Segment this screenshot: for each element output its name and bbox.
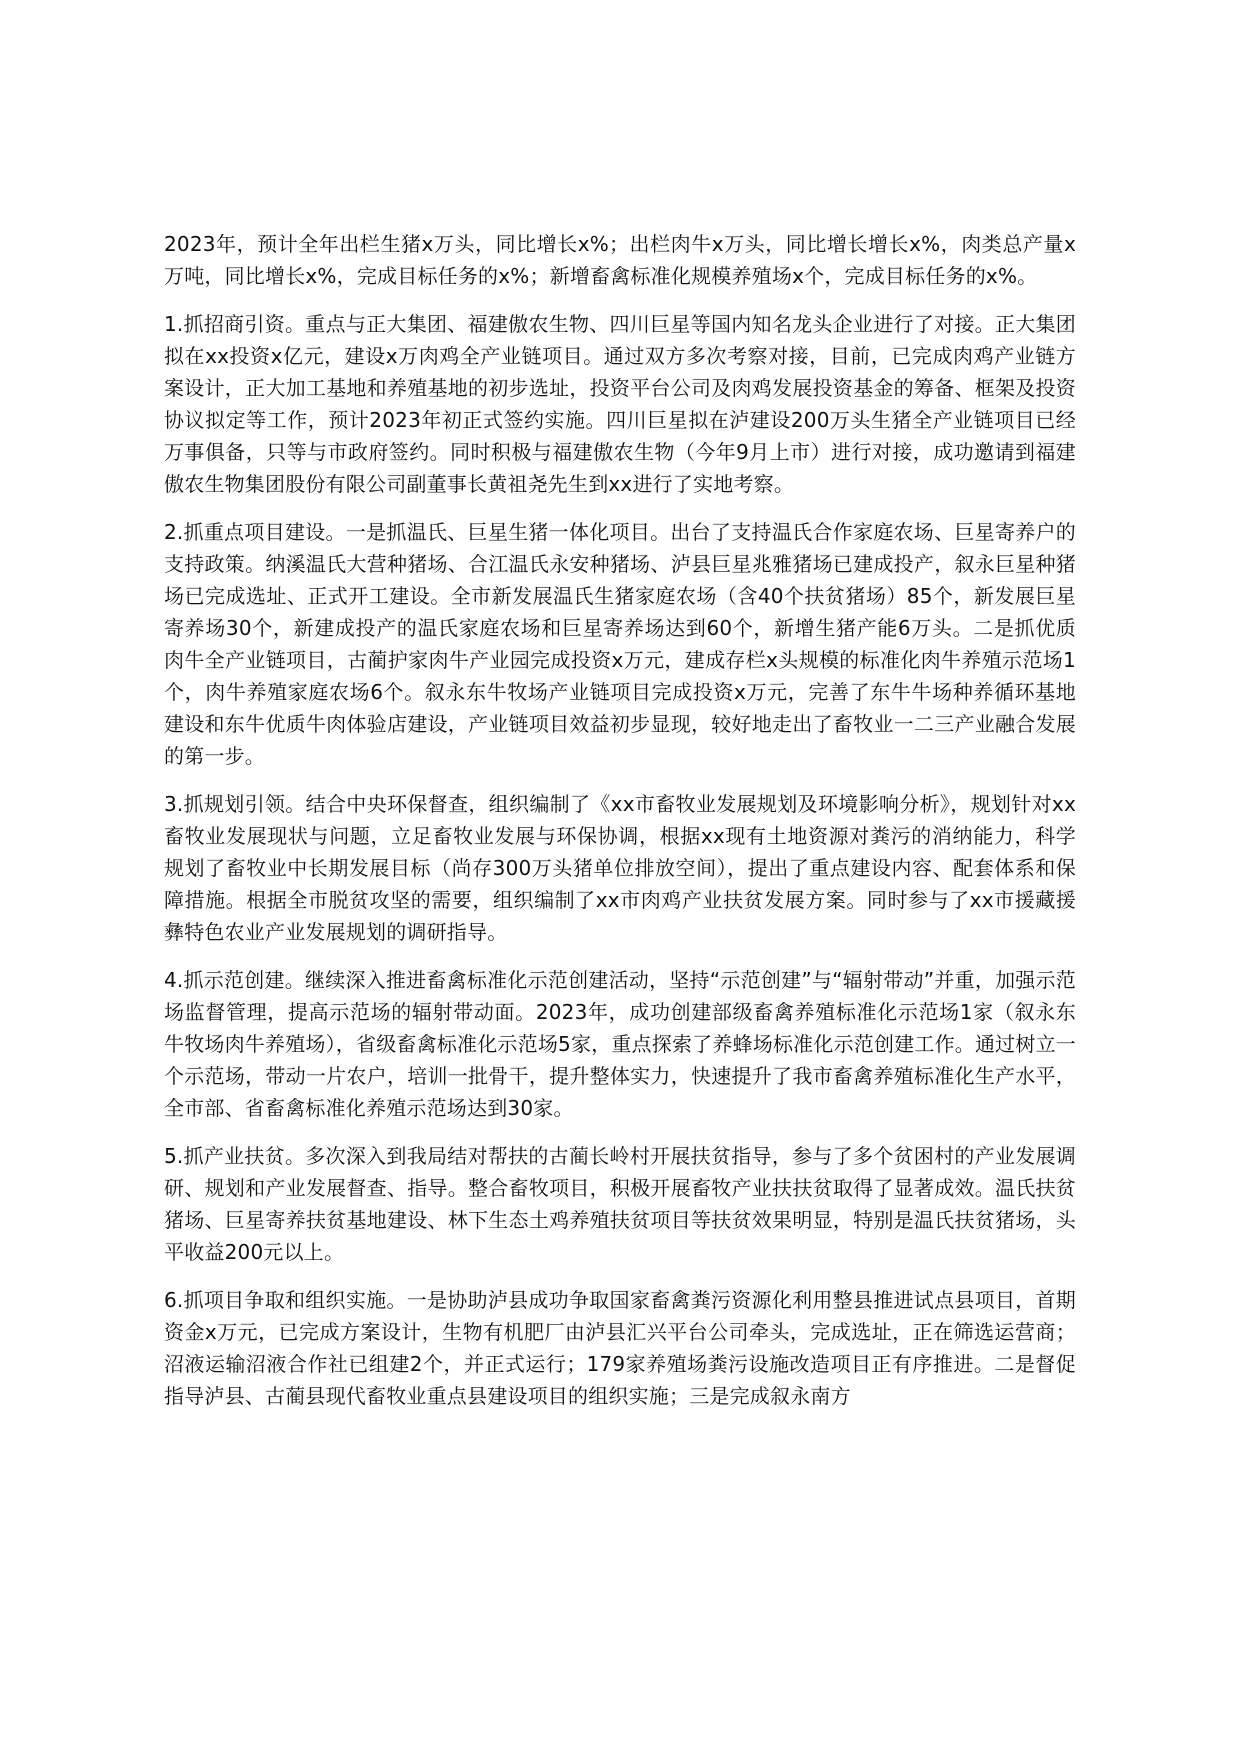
paragraph-poverty-alleviation: 5.抓产业扶贫。多次深入到我局结对帮扶的古蔺长岭村开展扶贫指导，参与了多个贫困村的产业发展调研、规划和产业发展督查、指导。整合畜牧项目，积极开展畜牧产业扶扶贫取得了显著成效。温氏扶贫猪场、巨星寄养扶贫基地建设、林下生态土鸡养殖扶贫项目等扶贫效果明显，特别是温氏扶贫猪场，头平收益200元以上。 bbox=[164, 1144, 1076, 1264]
paragraph-investment: 1.抓招商引资。重点与正大集团、福建傲农生物、四川巨星等国内知名龙头企业进行了对接。正大集团拟在xx投资x亿元，建设x万肉鸡全产业链项目。通过双方多次考察对接，目前，已完成肉鸡产业链方案设计，正大加工基地和养殖基地的初步选址，投资平台公司及肉鸡发展投资基金的筹备、框架及投资协议拟定等工作，预计2023年初正式签约实施。四川巨星拟在泸建设200万头生猪全产业链项目已经万事俱备，只等与市政府签约。同时积极与福建傲农生物（今年9月上市）进行对接，成功邀请到福建傲农生物集团股份有限公司副董事长黄祖尧先生到xx进行了实地考察。 bbox=[164, 312, 1076, 496]
paragraph-summary: 2023年，预计全年出栏生猪x万头，同比增长x%；出栏肉牛x万头，同比增长增长x%，肉类总产量x万吨，同比增长x%，完成目标任务的x%；新增畜禽标准化规模养殖场x个，完成目标任务的x%。 bbox=[164, 232, 1076, 288]
paragraph-planning: 3.抓规划引领。结合中央环保督查，组织编制了《xx市畜牧业发展规划及环境影响分析》，规划针对xx畜牧业发展现状与问题，立足畜牧业发展与环保协调，根据xx现有土地资源对粪污的消纳能力，科学规划了畜牧业中长期发展目标（尚存300万头猪单位排放空间），提出了重点建设内容、配套体系和保障措施。根据全市脱贫攻坚的需要，组织编制了xx市肉鸡产业扶贫发展方案。同时参与了xx市援藏援彝特色农业产业发展规划的调研指导。 bbox=[164, 792, 1076, 944]
document-body bbox=[164, 228, 1076, 1428]
paragraph-demonstration: 4.抓示范创建。继续深入推进畜禽标准化示范创建活动，坚持“示范创建”与“辐射带动”并重，加强示范场监督管理，提高示范场的辐射带动面。2023年，成功创建部级畜禽养殖标准化示范场1家（叙永东牛牧场肉牛养殖场），省级畜禽标准化示范场5家，重点探索了养蜂场标准化示范创建工作。通过树立一个示范场，带动一片农户，培训一批骨干，提升整体实力，快速提升了我市畜禽养殖标准化生产水平，全市部、省畜禽标准化养殖示范场达到30家。 bbox=[164, 968, 1076, 1120]
paragraph-key-projects: 2.抓重点项目建设。一是抓温氏、巨星生猪一体化项目。出台了支持温氏合作家庭农场、巨星寄养户的支持政策。纳溪温氏大营种猪场、合江温氏永安种猪场、泸县巨星兆雅猪场已建成投产，叙永巨星种猪场已完成选址、正式开工建设。全市新发展温氏生猪家庭农场（含40个扶贫猪场）85个，新发展巨星寄养场30个，新建成投产的温氏家庭农场和巨星寄养场达到60个，新增生猪产能6万头。二是抓优质肉牛全产业链项目，古蔺护家肉牛产业园完成投资x万元，建成存栏x头规模的标准化肉牛养殖示范场1个，肉牛养殖家庭农场6个。叙永东牛牧场产业链项目完成投资x万元，完善了东牛牛场种养循环基地建设和东牛优质牛肉体验店建设，产业链项目效益初步显现，较好地走出了畜牧业一二三产业融合发展的第一步。 bbox=[164, 520, 1076, 768]
paragraph-project-implementation: 6.抓项目争取和组织实施。一是协助泸县成功争取国家畜禽粪污资源化利用整县推进试点县项目，首期资金x万元，已完成方案设计，生物有机肥厂由泸县汇兴平台公司牵头，完成选址，正在筛选运营商；沼液运输沼液合作社已组建2个，并正式运行；179家养殖场粪污设施改造项目正有序推进。二是督促指导泸县、古蔺县现代畜牧业重点县建设项目的组织实施；三是完成叙永南方 bbox=[164, 1288, 1076, 1408]
